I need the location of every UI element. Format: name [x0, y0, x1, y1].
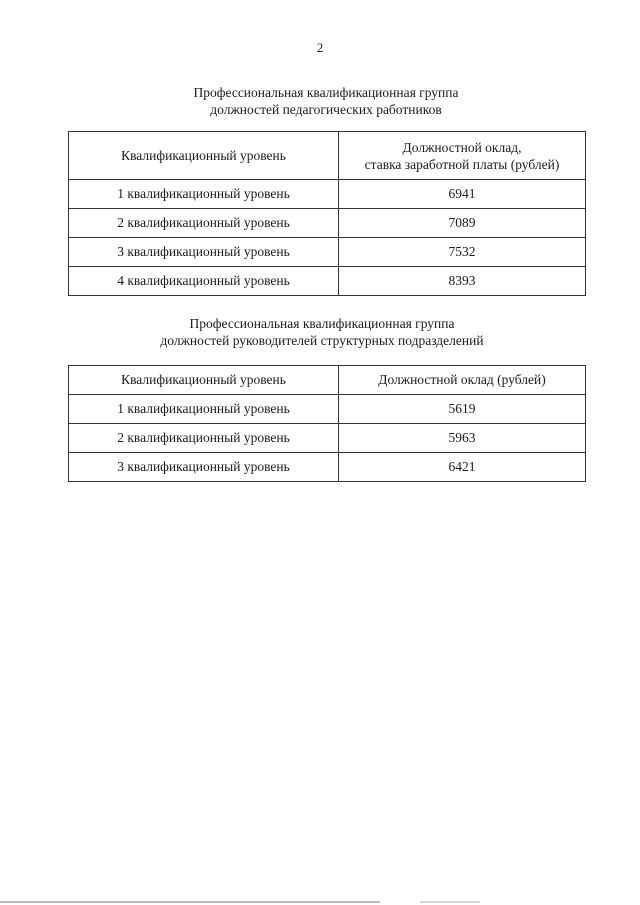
section-title-managers [0, 315, 640, 349]
section-title-line: должностей руководителей структурных подразделений [160, 333, 484, 348]
cell-level: 3 квалификационный уровень [69, 453, 339, 482]
cell-salary: 6941 [339, 180, 586, 209]
cell-level: 1 квалификационный уровень [69, 180, 339, 209]
cell-salary: 7089 [339, 209, 586, 238]
cell-salary: 8393 [339, 267, 586, 296]
table-row [69, 180, 586, 209]
section-title-line: Профессиональная квалификационная группа [193, 85, 459, 100]
cell-level: 4 квалификационный уровень [69, 267, 339, 296]
header-qualification-level: Квалификационный уровень [69, 366, 339, 395]
scan-edge-line [0, 901, 380, 903]
table-row [69, 267, 586, 296]
cell-salary: 5963 [339, 424, 586, 453]
cell-level: 1 квалификационный уровень [69, 395, 339, 424]
cell-level: 2 квалификационный уровень [69, 209, 339, 238]
page-number: 2 [316, 40, 324, 55]
section-title-pedagogical [0, 84, 640, 118]
header-salary [339, 132, 586, 180]
table-row [69, 238, 586, 267]
cell-level: 3 квалификационный уровень [69, 238, 339, 267]
header-salary-line: Должностной оклад, [402, 139, 522, 155]
table-row [69, 453, 586, 482]
header-salary-line: ставка заработной платы (рублей) [364, 156, 560, 172]
table-header-row [69, 132, 586, 180]
table-row [69, 209, 586, 238]
cell-level: 2 квалификационный уровень [69, 424, 339, 453]
pedagogical-salary-table [68, 131, 586, 296]
table-row [69, 395, 586, 424]
section-title-line: Профессиональная квалификационная группа [189, 316, 455, 331]
cell-salary: 5619 [339, 395, 586, 424]
table-row [69, 424, 586, 453]
header-qualification-level: Квалификационный уровень [69, 132, 339, 180]
header-salary: Должностной оклад (рублей) [339, 366, 586, 395]
section-title-line: должностей педагогических работников [210, 102, 442, 117]
table-header-row [69, 366, 586, 395]
managers-salary-table [68, 365, 586, 482]
scan-edge-mark [420, 901, 480, 903]
cell-salary: 7532 [339, 238, 586, 267]
cell-salary: 6421 [339, 453, 586, 482]
